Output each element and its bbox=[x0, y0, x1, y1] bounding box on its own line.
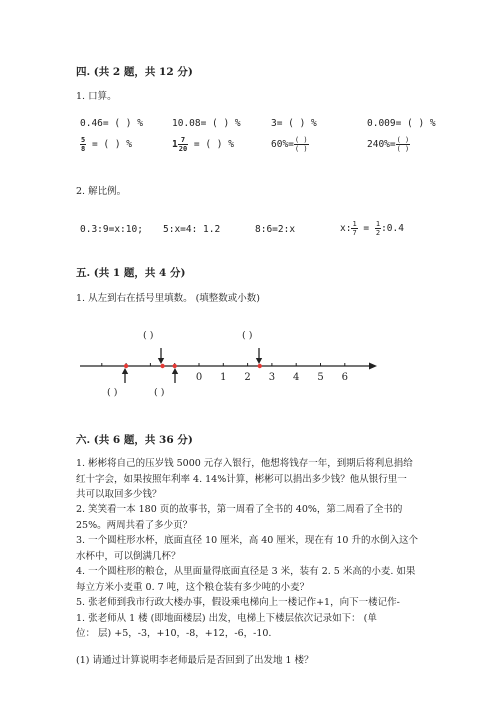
problem-line: 5. 张老师到我市行政大楼办事，假设乘电梯向上一楼记作+1，向下一楼记作- bbox=[76, 597, 400, 608]
word-problem-3 bbox=[76, 533, 436, 564]
problem-line: 3. 一个圆柱形水杯，底面直径 10 厘米，高 40 厘米，现在有 10 升的水倒入这个 bbox=[76, 535, 418, 546]
number-line-point bbox=[258, 364, 262, 368]
answer-blank[interactable]: ( ) bbox=[143, 330, 154, 341]
pointer-arrow-down bbox=[158, 348, 164, 364]
number-line-label: 6 bbox=[341, 372, 348, 383]
word-problem-2 bbox=[76, 502, 436, 533]
sub-question-1: (1) 请通过计算说明李老师最后是否回到了出发地 1 楼？ bbox=[76, 655, 314, 666]
problem-line: 2. 笑笑看一本 180 页的故事书，第一周看了全书的 40%，第二周看了全书的 bbox=[76, 504, 403, 515]
number-line bbox=[0, 340, 500, 390]
problem-line: 每立方米小麦重 0. 7 吨，这个粮仓装有多少吨的小麦？ bbox=[76, 581, 310, 593]
proportion-item: 5:x=4: 1.2 bbox=[163, 224, 221, 235]
calc-item: 3= ( ) % bbox=[271, 118, 317, 129]
number-line-label: 4 bbox=[293, 372, 300, 383]
word-problem-4 bbox=[76, 564, 436, 595]
problem-line: 共可以取回多少钱？ bbox=[76, 489, 162, 500]
number-line-label: 1 bbox=[220, 372, 227, 383]
calc-item-percent-to-fraction: 60%= $\frac{( )}{( )}$ bbox=[271, 136, 308, 153]
calc-item: 0.46= ( ) % bbox=[80, 118, 143, 129]
proportion-item-fraction: x: $\frac{1}{7}$ = $\frac{1}{2}$ :0.4 bbox=[340, 220, 404, 237]
axis-arrowhead bbox=[369, 363, 377, 370]
pointer-arrow-up bbox=[122, 368, 128, 383]
number-line-point bbox=[160, 364, 164, 368]
section-5-title: 五. (共 1 题，共 4 分) bbox=[76, 267, 186, 279]
answer-blank[interactable]: ( ) bbox=[242, 330, 253, 341]
problem-line: 位： 层) +5，-3，+10，-8，+12，-6，-10. bbox=[76, 628, 272, 639]
calc-item-percent-to-fraction: 240%= $\frac{( )}{( )}$ bbox=[367, 136, 410, 153]
number-line-label: 2 bbox=[244, 372, 251, 383]
calc-item: 0.009= ( ) % bbox=[367, 118, 436, 129]
answer-blank[interactable]: ( ) bbox=[154, 387, 165, 398]
proportion-item: 8:6=2:x bbox=[255, 224, 296, 235]
problem-line: 水杯中，可以倒满几杯？ bbox=[76, 550, 181, 562]
answer-blank[interactable]: ( ) bbox=[107, 387, 118, 398]
number-line-point bbox=[124, 364, 128, 368]
calc-item: 10.08= ( ) % bbox=[172, 118, 241, 129]
number-line-label: 3 bbox=[268, 372, 276, 383]
question-5-1-label: 1. 从左到右在括号里填数。 (填整数或小数) bbox=[76, 293, 261, 304]
pointer-arrow-down bbox=[256, 348, 262, 364]
question-4-2-label: 2. 解比例。 bbox=[76, 186, 127, 197]
calc-item-mixed-number: 1 $\frac{7}{20}$ = ( ) % bbox=[172, 136, 234, 153]
problem-line: 25%。两周共看了多少页？ bbox=[76, 519, 193, 531]
calc-item-fraction: $\frac{5}{8}$ = ( ) % bbox=[81, 136, 132, 153]
problem-line: 4. 一个圆柱形的粮仓，从里面量得底面直径是 3 米，装有 2. 5 米高的小麦. 如果 bbox=[76, 566, 416, 577]
number-line-label: 0 bbox=[195, 372, 203, 383]
problem-line: 1. 张老师从 1 楼 (即地面楼层) 出发，电梯上下楼层依次记录如下： (单 bbox=[76, 612, 377, 624]
section-4-title: 四. (共 2 题，共 12 分) bbox=[76, 66, 193, 78]
word-problem-5 bbox=[76, 595, 436, 642]
pointer-arrow-up bbox=[172, 368, 178, 383]
problem-line: 1. 彬彬将自己的压岁钱 5000 元存入银行，他想将钱存一年，到期后将利息捐给 bbox=[76, 458, 413, 469]
number-line-point bbox=[173, 364, 177, 368]
proportion-item: 0.3:9=x:10; bbox=[80, 224, 143, 235]
question-4-1-label: 1. 口算。 bbox=[76, 91, 117, 102]
word-problem-1 bbox=[76, 456, 436, 503]
number-line-label: 5 bbox=[317, 372, 324, 383]
section-6-title: 六. (共 6 题，共 36 分) bbox=[76, 434, 193, 446]
problem-line: 红十字会，如果按照年利率 4. 14%计算，彬彬可以捐出多少钱？他从银行里一 bbox=[76, 473, 407, 485]
